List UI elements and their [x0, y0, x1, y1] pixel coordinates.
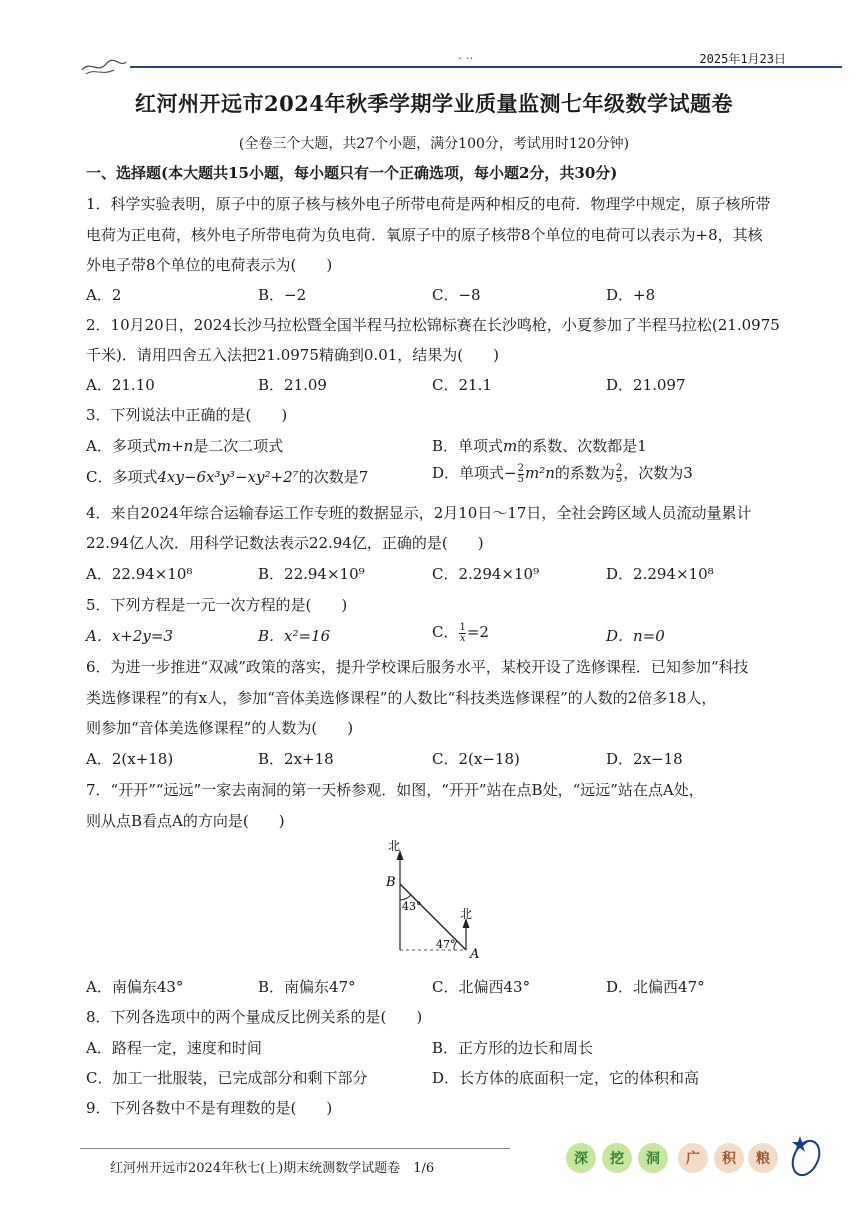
- q4-option-b: B．22.94×10⁹: [258, 565, 365, 583]
- north-label-a: 北: [459, 907, 473, 921]
- slogan-badge: 挖: [602, 1143, 632, 1173]
- q5-option-b: B．x²=16: [258, 627, 331, 645]
- section-heading: 一、选择题(本大题共15小题，每小题只有一个正确选项，每小题2分，共30分): [86, 164, 618, 182]
- q8-option-b: B．正方形的边长和周长: [432, 1039, 594, 1057]
- q1-line2: 电荷为正电荷，核外电子所带电荷为负电荷．氧原子中的原子核带8个单位的电荷可以表示为+8，其核: [86, 226, 763, 244]
- footer-rule: [80, 1148, 510, 1149]
- fraction: $\frac{2}{5}$: [517, 462, 524, 485]
- fraction: $\frac{2}{5}$: [615, 462, 623, 485]
- q8-option-d: D．长方体的底面积一定，它的体积和高: [432, 1069, 700, 1087]
- q6-option-d: D．2x−18: [606, 750, 683, 768]
- angle-47-label: 47°: [436, 938, 456, 951]
- q5-line1: 5．下列方程是一元一次方程的是( ): [86, 596, 348, 614]
- q5-option-d: D．n=0: [606, 627, 665, 645]
- q2-option-c: C．21.1: [432, 376, 492, 394]
- q4-line2: 22.94亿人次．用科学记数法表示22.94亿，正确的是( ): [86, 534, 484, 552]
- q7-line2: 则从点B看点A的方向是( ): [86, 812, 285, 830]
- q6-line3: 则参加“音体美选修课程”的人数为( ): [86, 719, 354, 737]
- q8-option-a: A．路程一定，速度和时间: [86, 1039, 262, 1057]
- q7-option-d: D．北偏西47°: [606, 978, 705, 996]
- slogan-badge: 深: [566, 1143, 596, 1173]
- slogan-badge: 积: [714, 1143, 744, 1173]
- q1-option-a: A．2: [86, 286, 122, 304]
- point-b-label: B: [386, 875, 396, 890]
- q3-option-c: C．多项式4xy−6x³y³−xy²+2⁷的次数是7: [86, 468, 369, 486]
- point-a-label: A: [470, 947, 480, 962]
- q9-line1: 9．下列各数中不是有理数的是( ): [86, 1099, 333, 1117]
- q7-option-b: B．南偏东47°: [258, 978, 356, 996]
- page-subtitle: (全卷三个大题，共27个小题，满分100分，考试用时120分钟): [238, 136, 630, 152]
- q8-line1: 8．下列各选项中的两个量成反比例关系的是( ): [86, 1008, 423, 1026]
- q2-option-a: A．21.10: [86, 376, 155, 394]
- q6-option-b: B．2x+18: [258, 750, 334, 768]
- q7-line1: 7．“开开”“远远”一家去南洞的第一天桥参观．如图，“开开”站在点B处，“远远”站在点A处，: [86, 781, 704, 799]
- q3-line1: 3．下列说法中正确的是( ): [86, 406, 288, 424]
- q4-option-d: D．2.294×10⁸: [606, 565, 714, 583]
- q5-option-a: A．x+2y=3: [86, 627, 173, 645]
- publisher-logo: [80, 56, 128, 78]
- header-dots: . ..: [458, 48, 474, 62]
- q3-option-d: D．单项式− $\frac{2}{5}$ m²n的系数为 $\frac{2}{5}$ ，次数为3: [432, 462, 693, 485]
- q2-option-d: D．21.097: [606, 376, 686, 394]
- q1-option-b: B．−2: [258, 286, 307, 304]
- q6-option-c: C．2(x−18): [432, 750, 520, 768]
- angle-43-label: 43°: [402, 900, 422, 913]
- direction-figure: [380, 838, 490, 964]
- q6-line1: 6．为进一步推进“双减”政策的落实，提升学校课后服务水平，某校开设了选修课程．已知参加“科技: [86, 658, 749, 676]
- q3-option-b: B．单项式m的系数、次数都是1: [432, 437, 647, 455]
- q4-option-a: A．22.94×10⁸: [86, 565, 193, 583]
- q2-option-b: B．21.09: [258, 376, 327, 394]
- q6-line2: 类选修课程”的有x人，参加“音体美选修课程”的人数比“科技类选修课程”的人数的2倍多18人，: [86, 689, 717, 707]
- north-label-b: 北: [387, 839, 401, 853]
- header-rule: [130, 66, 842, 68]
- q1-line1: 1．科学实验表明，原子中的原子核与核外电子所带电荷是两种相反的电荷．物理学中规定，原子核所带: [86, 195, 771, 213]
- q1-option-c: C．−8: [432, 286, 481, 304]
- page-title: 红河州开远市2024年秋季学期学业质量监测七年级数学试题卷: [135, 91, 733, 116]
- slogan-badge: 广: [678, 1143, 708, 1173]
- q2-line1: 2．10月20日，2024长沙马拉松暨全国半程马拉松锦标赛在长沙鸣枪，小夏参加了半程马拉松(21.0975: [86, 316, 780, 334]
- q3-option-a: A．多项式m+n是二次二项式: [86, 437, 284, 455]
- q2-line2: 千米)．请用四舍五入法把21.0975精确到0.01，结果为( ): [86, 346, 499, 364]
- q5-option-c: C． $\frac{1}{x}=2$: [432, 621, 489, 644]
- q7-option-c: C．北偏西43°: [432, 978, 531, 996]
- q1-option-d: D．+8: [606, 286, 656, 304]
- footer-text: 红河州开远市2024年秋七(上)期末统测数学试题卷 1/6: [110, 1161, 435, 1176]
- slogan-badge: 洞: [638, 1143, 668, 1173]
- slogan-badge: 粮: [748, 1143, 778, 1173]
- q7-option-a: A．南偏东43°: [86, 978, 184, 996]
- fraction: $\frac{1}{x}$: [459, 621, 466, 644]
- q4-option-c: C．2.294×10⁹: [432, 565, 540, 583]
- q6-option-a: A．2(x+18): [86, 750, 174, 768]
- q4-line1: 4．来自2024年综合运输春运工作专班的数据显示，2月10日～17日，全社会跨区域人员流动量累计: [86, 504, 752, 522]
- q8-option-c: C．加工一批服装，已完成部分和剩下部分: [86, 1069, 368, 1087]
- star-logo-icon: [786, 1130, 826, 1180]
- header-date: 2025年1月23日: [699, 52, 786, 66]
- q1-line3: 外电子带8个单位的电荷表示为( ): [86, 256, 333, 274]
